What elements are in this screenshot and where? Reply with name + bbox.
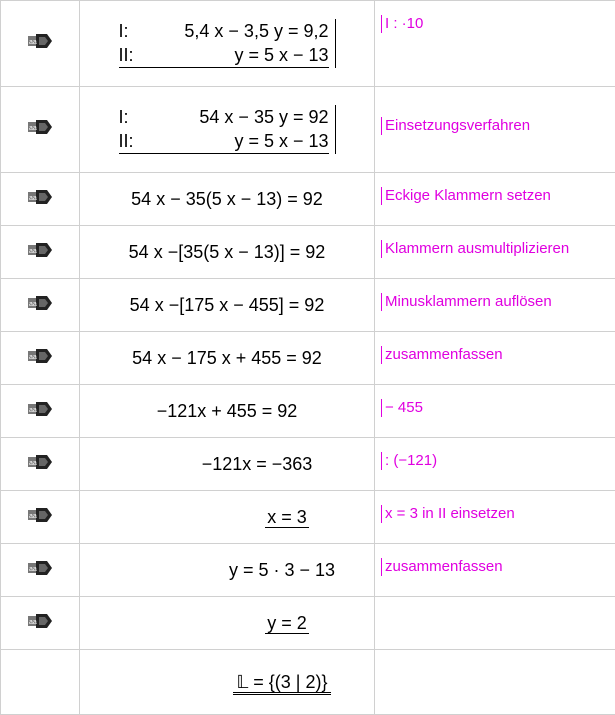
row-icon-cell — [1, 279, 80, 332]
equation-cell — [80, 650, 375, 715]
eq1: 5,4 x − 3,5 y = 9,2 — [184, 21, 329, 41]
note-cell — [375, 385, 615, 438]
equation: −121x = −363 — [201, 453, 313, 474]
svg-text:aa: aa — [29, 194, 37, 202]
row-icon-cell — [1, 385, 80, 438]
pencil-icon[interactable] — [27, 451, 53, 473]
equation-cell — [80, 1, 375, 87]
note-cell — [375, 650, 615, 715]
step-note: I : ·10 — [381, 15, 423, 33]
row-icon-cell — [1, 173, 80, 226]
pencil-icon[interactable] — [27, 557, 53, 579]
step-note: Einsetzungsverfahren — [381, 117, 530, 135]
eq2-label: II: — [118, 131, 134, 151]
pencil-icon[interactable] — [27, 186, 53, 208]
equation-cell — [80, 544, 375, 597]
row-icon-cell — [1, 87, 80, 173]
row-icon-cell — [1, 332, 80, 385]
equation: 54 x − 175 x + 455 = 92 — [132, 347, 322, 368]
equation-cell — [80, 385, 375, 438]
eq2-label: II: — [118, 45, 134, 65]
pencil-icon[interactable] — [27, 398, 53, 420]
note-cell — [375, 1, 615, 87]
svg-text:aa: aa — [29, 353, 37, 361]
pencil-icon[interactable] — [27, 345, 53, 367]
equation: x = 3 — [267, 506, 307, 527]
pencil-icon[interactable] — [27, 116, 53, 138]
step-note: Eckige Klammern setzen — [381, 187, 551, 205]
eq2: y = 5 x − 13 — [234, 45, 329, 65]
row-icon-cell — [1, 226, 80, 279]
pencil-icon[interactable] — [27, 239, 53, 261]
note-cell — [375, 226, 615, 279]
equation: 54 x − 35(5 x − 13) = 92 — [131, 188, 323, 209]
pencil-icon[interactable] — [27, 292, 53, 314]
eq2: y = 5 x − 13 — [234, 131, 329, 151]
equation: 54 x −[175 x − 455] = 92 — [129, 294, 325, 315]
svg-text:aa: aa — [29, 125, 37, 132]
equation-cell — [80, 173, 375, 226]
step-note: : (−121) — [381, 452, 437, 470]
pencil-icon[interactable] — [27, 504, 53, 526]
step-note: − 455 — [381, 399, 423, 417]
step-note: Minusklammern auflösen — [381, 293, 552, 311]
svg-text:aa: aa — [29, 406, 37, 414]
svg-text:aa: aa — [29, 300, 37, 308]
row-icon-cell — [1, 491, 80, 544]
step-note: zusammenfassen — [381, 558, 503, 576]
note-cell — [375, 597, 615, 650]
equation-cell — [80, 226, 375, 279]
note-cell — [375, 544, 615, 597]
step-note: x = 3 in II einsetzen — [381, 505, 515, 523]
svg-text:aa: aa — [29, 459, 37, 467]
pencil-icon[interactable] — [27, 30, 53, 52]
equation-cell — [80, 279, 375, 332]
note-cell — [375, 491, 615, 544]
equation-cell — [80, 87, 375, 173]
row-icon-cell — [1, 1, 80, 87]
note-cell — [375, 279, 615, 332]
eq1-label: I: — [118, 21, 129, 41]
step-note: zusammenfassen — [381, 346, 503, 364]
svg-text:aa: aa — [29, 247, 37, 255]
row-icon-cell — [1, 597, 80, 650]
svg-text:aa: aa — [29, 565, 37, 573]
note-cell — [375, 173, 615, 226]
equation-cell — [80, 491, 375, 544]
equation-cell — [80, 332, 375, 385]
note-cell — [375, 438, 615, 491]
equation: −121x + 455 = 92 — [156, 400, 298, 421]
note-cell — [375, 332, 615, 385]
pencil-icon[interactable] — [27, 610, 53, 632]
solution-set: 𝕃 = {(3 | 2)} — [233, 672, 330, 695]
svg-text:aa: aa — [29, 618, 37, 626]
eq1: 54 x − 35 y = 92 — [199, 107, 329, 127]
row-icon-cell — [1, 544, 80, 597]
row-icon-cell — [1, 438, 80, 491]
svg-text:aa: aa — [29, 39, 37, 46]
equation: y = 5 · 3 − 13 — [228, 559, 336, 580]
equation: 54 x −[35(5 x − 13)] = 92 — [128, 241, 326, 262]
step-note: Klammern ausmultiplizieren — [381, 240, 569, 258]
equation-system — [119, 19, 336, 68]
equation-cell — [80, 438, 375, 491]
equation-system — [119, 105, 336, 154]
note-cell — [375, 87, 615, 173]
svg-text:aa: aa — [29, 512, 37, 520]
row-icon-cell — [1, 650, 80, 715]
eq1-label: I: — [118, 107, 129, 127]
equation-cell — [80, 597, 375, 650]
equation: y = 2 — [267, 612, 307, 633]
